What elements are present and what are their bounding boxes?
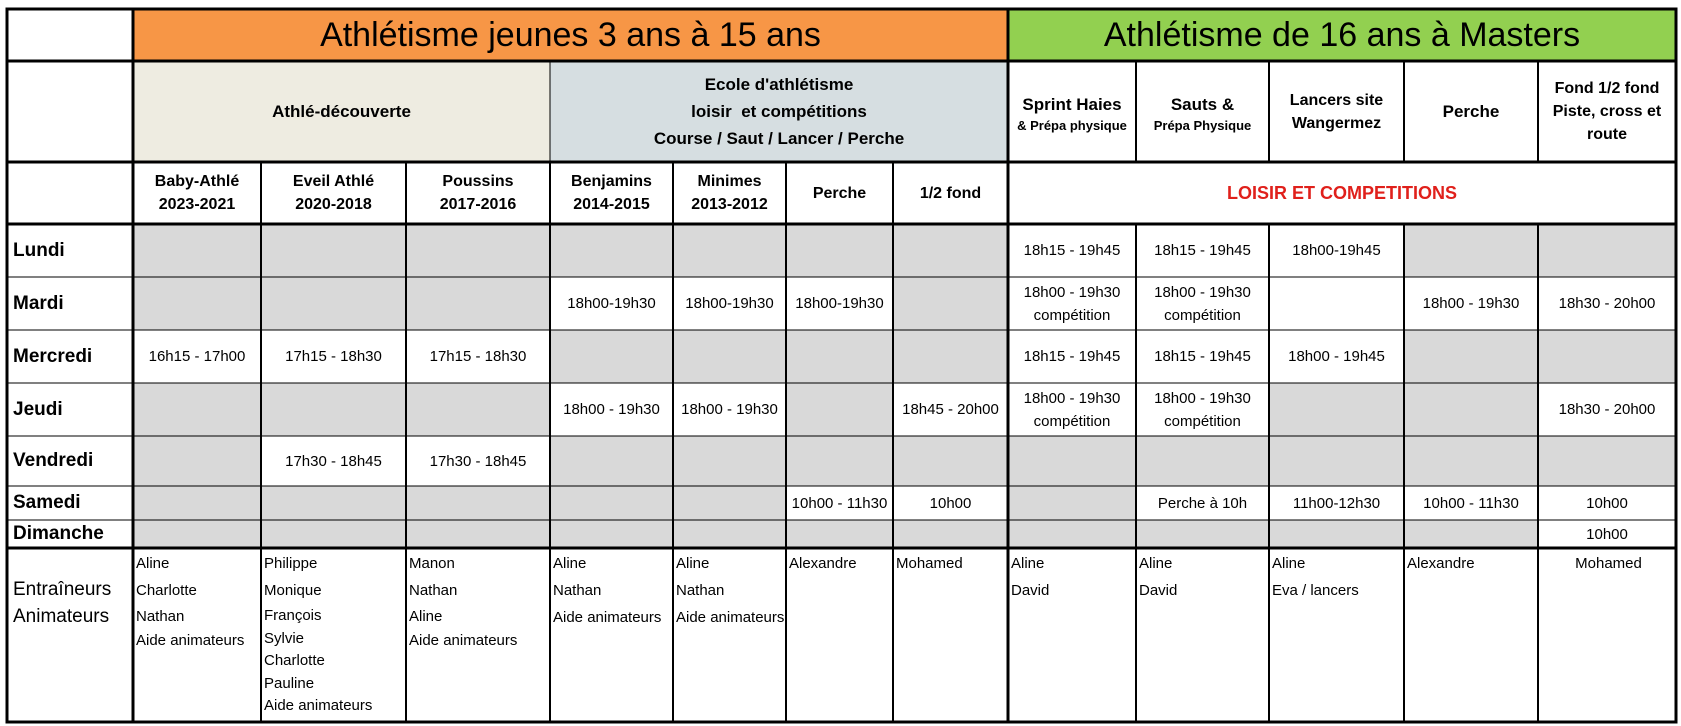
day-samedi: Samedi <box>13 492 81 513</box>
trainer-name: Charlotte <box>264 652 325 669</box>
trainer-name: David <box>1139 582 1178 599</box>
trainer-name: Pauline <box>264 675 315 692</box>
cell-mercredi-sauts: 18h15 - 19h45 <box>1154 348 1251 365</box>
sprint-line-1: Sprint Haies <box>1022 94 1122 114</box>
group-perche: Perche <box>812 184 867 202</box>
group-years: 2013-2012 <box>691 196 768 213</box>
cell-lundi-sprint: 18h15 - 19h45 <box>1023 242 1121 259</box>
ecole-line-3: Course / Saut / Lancer / Perche <box>653 129 905 148</box>
trainer-name: Charlotte <box>136 582 197 599</box>
cell-samedi-perche: 10h00 - 11h30 <box>791 494 888 512</box>
competition-line: compétition <box>1033 412 1111 430</box>
cell-mardi-benjamins: 18h00-19h30 <box>567 295 656 312</box>
fond-line-1: Fond 1/2 fond <box>1554 80 1660 97</box>
cell-samedi-fond: 10h00 <box>1586 494 1628 512</box>
cell-samedi-lancers: 11h00-12h30 <box>1292 494 1381 512</box>
trainer-name: David <box>1011 582 1050 599</box>
sauts-line-2: Prépa Physique <box>1153 117 1252 133</box>
group-years: 2020-2018 <box>295 196 372 213</box>
fond-line-2: Piste, cross et <box>1552 103 1662 120</box>
cell-jeudi-fond: 18h30 - 20h00 <box>1558 401 1656 418</box>
trainer-name: Nathan <box>553 582 602 599</box>
group-name: Minimes <box>697 173 762 190</box>
trainers-label-line-1: Entraîneurs <box>13 579 112 600</box>
cell-mercredi-sprint: 18h15 - 19h45 <box>1023 348 1121 365</box>
day-mercredi: Mercredi <box>13 345 93 367</box>
sprint-line-2: & Prépa physique <box>1017 117 1127 133</box>
ecole-line-1: Ecole d'athlétisme <box>704 75 854 94</box>
group-name: Eveil Athlé <box>292 173 375 190</box>
trainer-name: Nathan <box>409 582 458 599</box>
trainer-name: Aide animateurs <box>264 697 373 714</box>
ecole-line-2: loisir et compétitions <box>691 102 867 121</box>
trainer-name: Aline <box>1139 555 1173 572</box>
trainer-name: Alexandre <box>1407 555 1475 572</box>
cell-lundi-lancers: 18h00-19h45 <box>1292 242 1381 259</box>
competition-line: compétition <box>1164 412 1241 430</box>
trainer-name: Aline <box>553 555 587 572</box>
group-name: Benjamins <box>571 173 652 190</box>
group-demi-fond: 1/2 fond <box>919 184 982 202</box>
trainers-label-line-2: Animateurs <box>13 606 110 627</box>
cell-lundi-sauts: 18h15 - 19h45 <box>1154 242 1251 259</box>
trainer-name: Aide animateurs <box>553 609 662 626</box>
trainer-name: Sylvie <box>264 630 305 647</box>
day-jeudi: Jeudi <box>13 398 63 420</box>
day-dimanche: Dimanche <box>13 523 104 544</box>
trainer-name: Nathan <box>676 582 725 599</box>
cell-mercredi-poussins: 17h15 - 18h30 <box>429 348 527 365</box>
group-years: 2023-2021 <box>158 196 236 213</box>
trainer-name: Aline <box>676 555 710 572</box>
lancers-line-2: Wangermez <box>1291 114 1382 132</box>
trainer-name: Aide animateurs <box>136 632 245 649</box>
time-line: 18h00 - 19h30 <box>1154 389 1251 407</box>
trainer-name: Aide animateurs <box>676 609 785 626</box>
day-vendredi: Vendredi <box>13 450 94 471</box>
group-years: 2014-2015 <box>573 196 650 213</box>
trainer-name: Aline <box>1011 555 1045 572</box>
sauts-line-1: Sauts & <box>1170 94 1235 114</box>
time-line: 18h00 - 19h30 <box>1023 283 1121 301</box>
trainer-name: Mohamed <box>896 555 963 572</box>
group-name: Baby-Athlé <box>154 173 240 190</box>
trainer-name: Mohamed <box>1575 555 1642 572</box>
cell-jeudi-minimes: 18h00 - 19h30 <box>681 401 778 418</box>
cell-jeudi-benjamins: 18h00 - 19h30 <box>563 401 660 418</box>
time-line: 18h00 - 19h30 <box>1154 283 1251 301</box>
trainer-name: Manon <box>409 555 455 572</box>
cell-vendredi-eveil: 17h30 - 18h45 <box>285 452 382 470</box>
title-young: Athlétisme jeunes 3 ans à 15 ans <box>133 10 1008 61</box>
trainer-name: Philippe <box>264 555 318 572</box>
header-perche-adult: Perche <box>1442 102 1500 121</box>
time-line: 18h00 - 19h30 <box>1023 389 1121 407</box>
loisir-competitions-label: LOISIR ET COMPETITIONS <box>1226 182 1457 203</box>
day-lundi: Lundi <box>13 239 65 261</box>
trainer-name: Aline <box>409 608 443 625</box>
cell-samedi-demifond: 10h00 <box>929 494 972 512</box>
cell-samedi-sauts: Perche à 10h <box>1157 494 1248 512</box>
cell-mardi-minimes: 18h00-19h30 <box>685 295 774 312</box>
lancers-line-1: Lancers site <box>1289 91 1384 109</box>
trainer-name: Nathan <box>136 608 185 625</box>
header-athle-decouverte: Athlé-découverte <box>133 61 550 162</box>
cell-dimanche-fond: 10h00 <box>1586 525 1628 543</box>
cell-mercredi-lancers: 18h00 - 19h45 <box>1288 348 1385 365</box>
cell-mercredi-baby: 16h15 - 17h00 <box>148 348 246 365</box>
group-name: Poussins <box>442 173 514 190</box>
trainer-name: Aline <box>1272 555 1306 572</box>
cell-mardi-fond: 18h30 - 20h00 <box>1558 295 1656 312</box>
cell-jeudi-demifond: 18h45 - 20h00 <box>902 401 999 418</box>
trainer-name: Eva / lancers <box>1272 582 1359 599</box>
cell-mardi-perche: 18h00-19h30 <box>795 295 884 312</box>
group-years: 2017-2016 <box>439 196 517 213</box>
cell-mardi-perche-adult: 18h00 - 19h30 <box>1422 295 1520 312</box>
competition-line: compétition <box>1164 306 1241 324</box>
cell-vendredi-poussins: 17h30 - 18h45 <box>429 452 527 470</box>
cell-samedi-perche-adult: 10h00 - 11h30 <box>1423 494 1519 512</box>
title-adult: Athlétisme de 16 ans à Masters <box>1008 10 1676 61</box>
competition-line: compétition <box>1033 306 1111 324</box>
trainer-name: Monique <box>264 582 322 599</box>
day-mardi: Mardi <box>13 292 64 314</box>
trainer-name: Aline <box>136 555 170 572</box>
trainer-name: Alexandre <box>789 555 857 572</box>
cell-mercredi-eveil: 17h15 - 18h30 <box>285 348 382 365</box>
trainer-name: Aide animateurs <box>409 632 518 649</box>
fond-line-3: route <box>1587 126 1627 143</box>
trainer-name: François <box>264 607 322 624</box>
